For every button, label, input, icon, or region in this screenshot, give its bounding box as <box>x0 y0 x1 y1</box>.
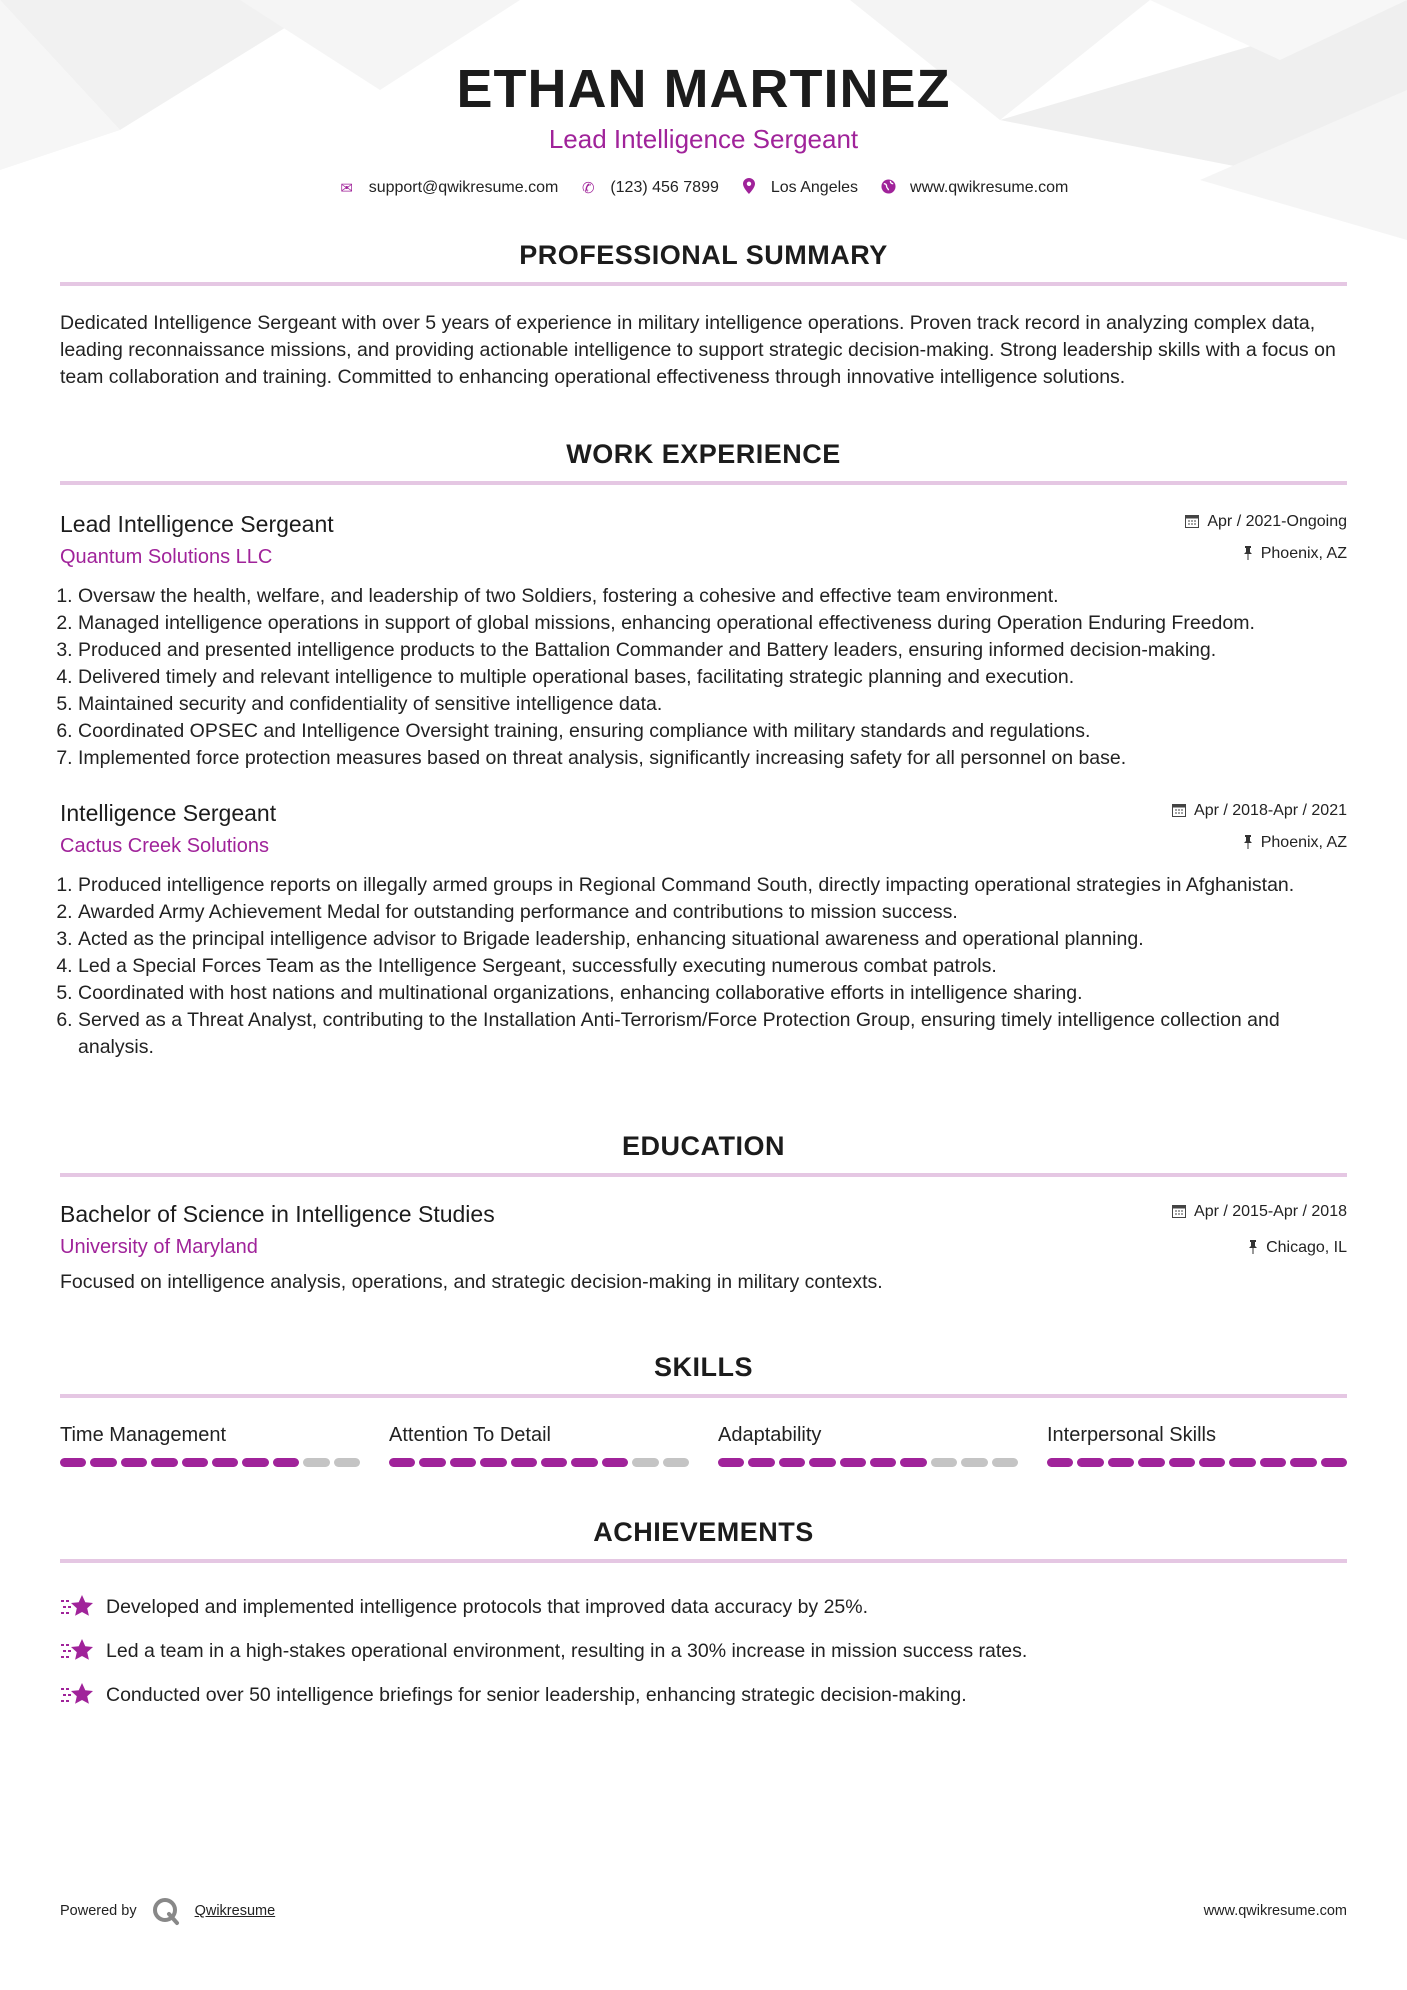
skill-item <box>718 1422 1018 1467</box>
map-marker-icon <box>741 178 757 198</box>
contact-location-text: Los Angeles <box>770 179 859 196</box>
list-item: 6. Coordinated OPSEC and Intelligence Oversight training, ensuring compliance with military standards and regulations. <box>78 718 1347 745</box>
footer <box>60 1896 1347 1926</box>
skill-dot-filled <box>571 1458 597 1467</box>
pin-icon <box>1243 546 1253 563</box>
experience-heading: WORK EXPERIENCE <box>566 439 841 469</box>
footer-website[interactable]: www.qwikresume.com <box>1203 1903 1347 1919</box>
experience-section <box>60 437 1347 1061</box>
skill-dot-empty <box>663 1458 689 1467</box>
skill-dot-filled <box>718 1458 744 1467</box>
skill-rating <box>1047 1458 1347 1467</box>
skill-name: Adaptability <box>718 1424 822 1446</box>
calendar-icon <box>1172 1204 1186 1221</box>
contact-location <box>741 178 858 198</box>
job-title: Lead Intelligence Sergeant <box>60 511 334 537</box>
envelope-icon: ✉ <box>340 180 353 197</box>
job-dates: Apr / 2018-Apr / 2021 <box>1194 802 1347 819</box>
powered-by <box>60 1896 275 1926</box>
list-item: 5. Maintained security and confidentiality of sensitive intelligence data. <box>78 691 1347 718</box>
section-divider <box>60 1394 1347 1398</box>
skill-dot-filled <box>151 1458 177 1467</box>
powered-by-label: Powered by <box>60 1903 137 1919</box>
list-item: 3. Acted as the principal intelligence advisor to Brigade leadership, enhancing situational awareness and operational planning. <box>78 926 1347 953</box>
contact-phone-text: (123) 456 7899 <box>610 179 719 196</box>
skill-dot-empty <box>931 1458 957 1467</box>
contact-phone[interactable] <box>580 179 719 197</box>
skill-dot-filled <box>1077 1458 1103 1467</box>
skill-dot-filled <box>779 1458 805 1467</box>
skill-item <box>60 1422 360 1467</box>
phone-icon: ✆ <box>582 180 595 197</box>
job-company: Cactus Creek Solutions <box>60 835 269 857</box>
skill-dot-filled <box>90 1458 116 1467</box>
skill-dot-filled <box>870 1458 896 1467</box>
education-entry <box>60 1199 1347 1296</box>
skill-dot-filled <box>511 1458 537 1467</box>
education-location: Chicago, IL <box>1266 1239 1347 1256</box>
skill-dot-filled <box>450 1458 476 1467</box>
skill-dot-empty <box>992 1458 1018 1467</box>
calendar-icon <box>1172 803 1186 820</box>
skill-item <box>389 1422 689 1467</box>
job-location: Phoenix, AZ <box>1260 834 1347 851</box>
globe-icon <box>880 179 896 198</box>
section-divider <box>60 282 1347 286</box>
section-divider <box>60 1173 1347 1177</box>
list-item: 4. Delivered timely and relevant intelligence to multiple operational bases, facilitating strategic planning and execution. <box>78 664 1347 691</box>
list-item: 2. Awarded Army Achievement Medal for outstanding performance and contributions to mission success. <box>78 899 1347 926</box>
job-entry <box>60 798 1347 1061</box>
skill-dot-filled <box>1169 1458 1195 1467</box>
contact-bar <box>60 178 1347 198</box>
section-divider <box>60 1559 1347 1563</box>
candidate-title: Lead Intelligence Sergeant <box>548 124 859 154</box>
skill-item <box>1047 1422 1347 1467</box>
achievement-text: Developed and implemented intelligence protocols that improved data accuracy by 25%. <box>106 1595 869 1618</box>
skill-rating <box>60 1458 360 1467</box>
skill-dot-filled <box>748 1458 774 1467</box>
job-location: Phoenix, AZ <box>1260 545 1347 562</box>
skill-dot-empty <box>334 1458 360 1467</box>
skill-dot-filled <box>60 1458 86 1467</box>
resume-header <box>60 0 1347 198</box>
skill-dot-filled <box>541 1458 567 1467</box>
skill-rating <box>389 1458 689 1467</box>
job-entry <box>60 509 1347 772</box>
qwikresume-logo-icon <box>151 1896 181 1926</box>
education-degree: Bachelor of Science in Intelligence Studies <box>60 1201 495 1227</box>
skill-dot-filled <box>1047 1458 1073 1467</box>
skill-dot-filled <box>1199 1458 1225 1467</box>
skill-rating <box>718 1458 1018 1467</box>
achievement-item <box>60 1673 1347 1717</box>
skill-dot-filled <box>602 1458 628 1467</box>
skill-name: Interpersonal Skills <box>1047 1424 1216 1446</box>
skill-dot-filled <box>480 1458 506 1467</box>
achievement-text: Led a team in a high-stakes operational environment, resulting in a 30% increase in mission success rates. <box>106 1639 1028 1662</box>
candidate-name: ETHAN MARTINEZ <box>456 59 951 119</box>
skill-dot-filled <box>212 1458 238 1467</box>
skill-dot-filled <box>840 1458 866 1467</box>
achievements-section <box>60 1515 1347 1717</box>
skill-dot-filled <box>1108 1458 1134 1467</box>
job-bullets <box>60 872 1347 1061</box>
pin-icon <box>1243 835 1253 852</box>
summary-text: Dedicated Intelligence Sergeant with over 5 years of experience in military intelligence operations. Proven track record in analyzing complex data, leading reconnaissance missions, and providing actionable intelligence to support strategic decision-making. Strong leadership skills with a focus on team collaboration and training. Committed to enhancing operational effectiveness through innovative intelligence solutions. <box>60 312 1336 388</box>
summary-section <box>60 238 1347 391</box>
skill-dot-filled <box>182 1458 208 1467</box>
skill-dot-filled <box>1290 1458 1316 1467</box>
list-item: 2. Managed intelligence operations in support of global missions, enhancing operational effectiveness during Operation Enduring Freedom. <box>78 610 1347 637</box>
education-heading: EDUCATION <box>622 1131 785 1161</box>
job-title: Intelligence Sergeant <box>60 800 277 826</box>
skill-dot-filled <box>1260 1458 1286 1467</box>
skill-dot-empty <box>303 1458 329 1467</box>
list-item: 7. Implemented force protection measures based on threat analysis, significantly increasing safety for all personnel on base. <box>78 745 1347 772</box>
education-dates: Apr / 2015-Apr / 2018 <box>1194 1203 1347 1220</box>
skill-dot-filled <box>419 1458 445 1467</box>
brand-link[interactable]: Qwikresume <box>194 1903 276 1919</box>
skill-dot-filled <box>900 1458 926 1467</box>
pin-icon <box>1248 1240 1258 1257</box>
skill-name: Time Management <box>60 1424 226 1446</box>
contact-website[interactable] <box>880 179 1068 198</box>
list-item: 4. Led a Special Forces Team as the Intelligence Sergeant, successfully executing numerous combat patrols. <box>78 953 1347 980</box>
skills-heading: SKILLS <box>653 1352 753 1382</box>
achievement-item <box>60 1629 1347 1673</box>
list-item: 1. Oversaw the health, welfare, and leadership of two Soldiers, fostering a cohesive and effective team environment. <box>78 583 1347 610</box>
skill-dot-empty <box>961 1458 987 1467</box>
calendar-icon <box>1185 514 1199 531</box>
job-dates: Apr / 2021-Ongoing <box>1207 513 1347 530</box>
skill-dot-filled <box>1321 1458 1347 1467</box>
section-divider <box>60 481 1347 485</box>
skill-name: Attention To Detail <box>389 1424 551 1446</box>
skill-dot-filled <box>1138 1458 1164 1467</box>
skill-dot-filled <box>242 1458 268 1467</box>
skill-dot-filled <box>809 1458 835 1467</box>
list-item: 3. Produced and presented intelligence products to the Battalion Commander and Battery leaders, ensuring informed decision-making. <box>78 637 1347 664</box>
star-icon <box>60 1637 96 1665</box>
list-item: 6. Served as a Threat Analyst, contributing to the Installation Anti-Terrorism/Force Protection Group, ensuring timely intelligence collection and analysis. <box>78 1007 1347 1061</box>
list-item: 5. Coordinated with host nations and multinational organizations, enhancing collaborative efforts in intelligence sharing. <box>78 980 1347 1007</box>
education-section <box>60 1129 1347 1296</box>
contact-website-text: www.qwikresume.com <box>910 179 1069 196</box>
achievement-text: Conducted over 50 intelligence briefings for senior leadership, enhancing strategic decision-making. <box>106 1683 967 1706</box>
skill-dot-empty <box>632 1458 658 1467</box>
skill-dot-filled <box>1229 1458 1255 1467</box>
achievements-heading: ACHIEVEMENTS <box>593 1517 814 1547</box>
star-icon <box>60 1593 96 1621</box>
contact-email[interactable] <box>339 179 559 197</box>
education-description: Focused on intelligence analysis, operations, and strategic decision-making in military contexts. <box>60 1271 883 1293</box>
skill-dot-filled <box>121 1458 147 1467</box>
job-bullets <box>60 583 1347 772</box>
list-item: 1. Produced intelligence reports on illegally armed groups in Regional Command South, directly impacting operational strategies in Afghanistan. <box>78 872 1347 899</box>
skill-dot-filled <box>389 1458 415 1467</box>
contact-email-text: support@qwikresume.com <box>368 179 559 196</box>
skill-dot-filled <box>273 1458 299 1467</box>
skills-section <box>60 1350 1347 1467</box>
job-company: Quantum Solutions LLC <box>60 546 273 568</box>
star-icon <box>60 1681 96 1709</box>
summary-heading: PROFESSIONAL SUMMARY <box>519 240 888 270</box>
education-school: University of Maryland <box>60 1236 258 1258</box>
achievement-item <box>60 1585 1347 1629</box>
